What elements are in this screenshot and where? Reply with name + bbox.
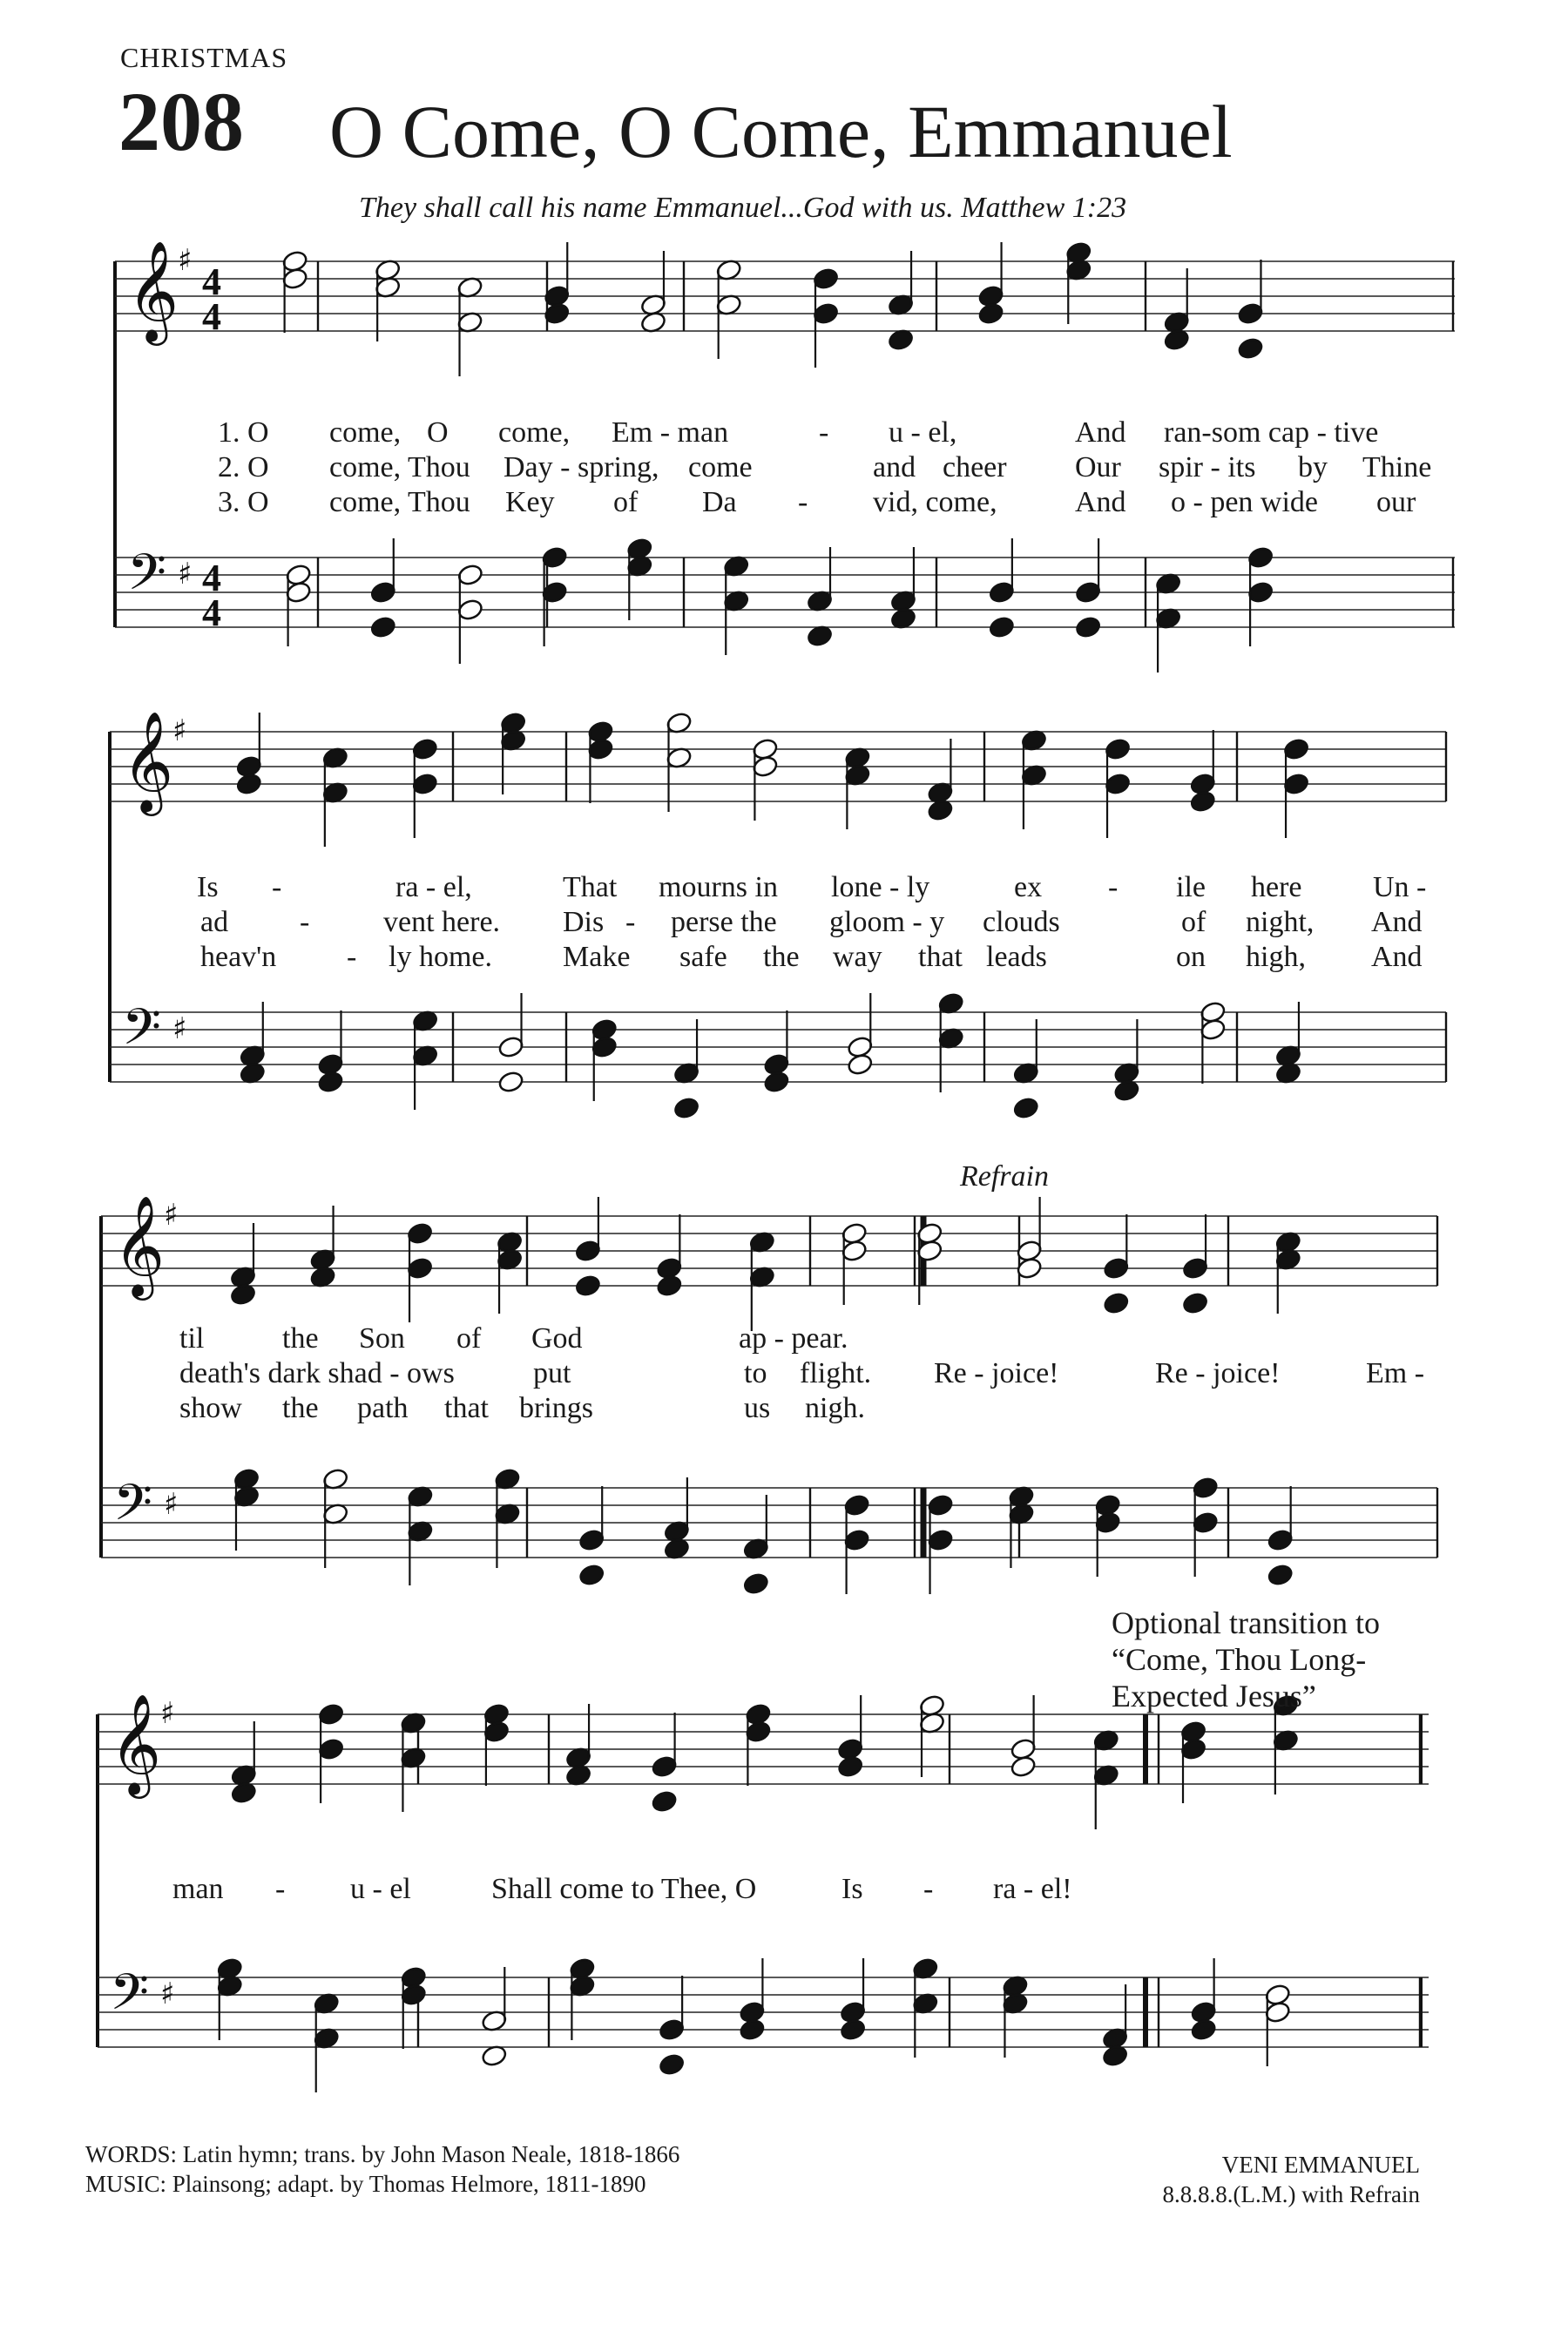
notehead: [578, 1563, 605, 1586]
transition-note-line: “Come, Thou Long-: [1112, 1642, 1367, 1677]
notehead: [739, 2017, 766, 2041]
notehead: [1237, 336, 1264, 360]
transition-note-line: Optional transition to: [1112, 1605, 1380, 1640]
lyric-syllable: mourns in: [659, 871, 778, 903]
lyric-syllable: -: [347, 941, 357, 973]
lyric-syllable: put: [533, 1357, 571, 1389]
notehead: [497, 1070, 524, 1093]
lyric-syllable: cheer: [943, 451, 1007, 483]
lyric-syllable: Em -: [1366, 1357, 1425, 1389]
treble-clef-icon: 𝄞: [110, 1693, 162, 1794]
lyric-syllable: ra - el!: [993, 1873, 1072, 1905]
lyric-syllable: here: [1251, 871, 1302, 903]
lyric-syllable: night,: [1246, 906, 1315, 938]
notehead: [672, 1096, 700, 1119]
lyric-syllable: Is: [841, 1873, 863, 1905]
notehead: [1010, 1754, 1037, 1778]
sharp-key-signature-icon: ♯: [160, 1977, 175, 2011]
lyric-syllable: to: [744, 1357, 767, 1389]
notehead: [1181, 1291, 1208, 1315]
bass-clef-icon: 𝄢: [122, 997, 162, 1069]
tune-info: [1163, 2150, 1420, 2209]
lyric-syllable: come: [688, 451, 753, 483]
lyric-syllable: u - el: [350, 1873, 411, 1905]
lyric-syllable: God: [531, 1322, 583, 1355]
lyric-syllable: perse the: [671, 906, 777, 938]
transition-note-line: Expected Jesus”: [1112, 1679, 1316, 1713]
notehead: [317, 1070, 344, 1093]
lyric-syllable: death's dark shad - ows: [179, 1357, 455, 1389]
lyric-syllable: ly home.: [389, 941, 492, 973]
sharp-key-signature-icon: ♯: [172, 713, 187, 748]
lyric-syllable: spir - its: [1159, 451, 1256, 483]
lyric-syllable: the: [763, 941, 800, 973]
lyric-syllable: brings: [519, 1392, 593, 1424]
lyric-syllable: us: [744, 1392, 771, 1424]
lyric-syllable: 1. O: [218, 416, 269, 449]
lyric-syllable: Re - joice!: [1155, 1357, 1281, 1389]
lyric-syllable: -: [272, 871, 282, 903]
hymn-title: O Come, O Come, Emmanuel: [329, 90, 1233, 173]
lyric-syllable: on: [1176, 941, 1206, 973]
notehead: [235, 772, 262, 795]
notehead: [1189, 789, 1216, 813]
lyric-syllable: -: [1108, 871, 1119, 903]
lyric-syllable: clouds: [983, 906, 1060, 938]
bass-clef-icon: 𝄢: [113, 1473, 153, 1544]
lyric-syllable: Re - joice!: [934, 1357, 1059, 1389]
lyric-syllable: the: [282, 1392, 319, 1424]
lyric-syllable: ile: [1176, 871, 1206, 903]
notehead: [1267, 1563, 1294, 1586]
lyric-syllable: heav'n: [200, 941, 277, 973]
lyric-syllable: ra - el,: [395, 871, 472, 903]
lyric-syllable: Em - man: [612, 416, 729, 449]
lyric-syllable: 3. O: [218, 486, 269, 518]
lyric-syllable: -: [625, 906, 636, 938]
notehead: [847, 1052, 874, 1076]
sharp-key-signature-icon: ♯: [178, 243, 193, 278]
notehead: [1012, 1096, 1039, 1119]
credits: [85, 2139, 679, 2199]
lyric-syllable: leads: [986, 941, 1047, 973]
bass-clef-icon: 𝄢: [110, 1963, 150, 2034]
lyric-syllable: And: [1371, 906, 1423, 938]
lyric-syllable: ap - pear.: [739, 1322, 848, 1355]
lyric-syllable: ad: [200, 906, 229, 938]
lyric-syllable: come,: [329, 416, 402, 449]
lyric-syllable: O: [427, 416, 449, 449]
sharp-key-signature-icon: ♯: [172, 1011, 187, 1046]
tune-meter: 8.8.8.8.(L.M.) with Refrain: [1162, 2181, 1420, 2207]
lyric-syllable: Dis: [563, 906, 605, 938]
lyric-syllable: and: [873, 451, 916, 483]
notehead: [742, 1571, 769, 1595]
notehead: [977, 301, 1004, 325]
transition-note: [1112, 1605, 1380, 1714]
notehead: [763, 1070, 790, 1093]
words-credit: WORDS: Latin hymn; trans. by John Mason Neale, 1818-1866: [85, 2141, 680, 2167]
treble-clef-icon: 𝄞: [127, 240, 179, 341]
lyric-syllable: til: [179, 1322, 205, 1355]
refrain-label: Refrain: [960, 1160, 1049, 1193]
notehead: [988, 615, 1015, 639]
lyric-syllable: And: [1075, 486, 1126, 518]
lyric-syllable: of: [1181, 906, 1206, 938]
lyric-syllable: Da: [702, 486, 737, 518]
lyric-syllable: our: [1376, 486, 1416, 518]
lyric-syllable: Make: [563, 941, 631, 973]
lyric-syllable: -: [819, 416, 829, 449]
lyric-syllable: 2. O: [218, 451, 269, 483]
lyric-syllable: that: [444, 1392, 489, 1424]
sharp-key-signature-icon: ♯: [160, 1696, 175, 1731]
notehead: [659, 2052, 686, 2076]
notehead: [839, 2017, 866, 2041]
lyric-syllable: ran-som cap - tive: [1164, 416, 1379, 449]
lyric-syllable: high,: [1246, 941, 1306, 973]
music-credit: MUSIC: Plainsong; adapt. by Thomas Helmore, 1811-1890: [85, 2171, 646, 2197]
notehead: [1190, 2017, 1217, 2041]
lyric-syllable: path: [357, 1392, 409, 1424]
notehead: [574, 1274, 601, 1297]
lyric-syllable: come, Thou: [329, 486, 470, 518]
lyric-syllable: way: [833, 941, 882, 973]
lyric-syllable: man: [172, 1873, 224, 1905]
lyric-syllable: that: [918, 941, 963, 973]
lyric-syllable: Is: [197, 871, 219, 903]
notehead: [651, 1789, 678, 1813]
sharp-key-signature-icon: ♯: [178, 557, 193, 591]
lyric-syllable: -: [300, 906, 310, 938]
lyric-syllable: ex: [1014, 871, 1043, 903]
time-signature-top: 4: [202, 557, 221, 599]
time-signature-bottom: 4: [202, 591, 221, 634]
lyric-syllable: That: [563, 871, 618, 903]
lyric-syllable: of: [613, 486, 639, 518]
lyric-syllable: -: [798, 486, 808, 518]
lyric-syllable: of: [456, 1322, 482, 1355]
lyric-syllable: the: [282, 1322, 319, 1355]
lyric-syllable: nigh.: [805, 1392, 865, 1424]
lyric-syllable: Key: [505, 486, 555, 518]
treble-clef-icon: 𝄞: [113, 1194, 166, 1296]
notehead: [837, 1754, 864, 1778]
lyric-syllable: Thine: [1362, 451, 1432, 483]
treble-clef-icon: 𝄞: [122, 710, 174, 812]
lyric-syllable: vent here.: [383, 906, 501, 938]
lyric-syllable: vid, come,: [873, 486, 997, 518]
lyric-syllable: -: [275, 1873, 286, 1905]
notehead: [1103, 1291, 1130, 1315]
lyric-syllable: And: [1371, 941, 1423, 973]
sharp-key-signature-icon: ♯: [164, 1487, 179, 1522]
time-signature-bottom: 4: [202, 295, 221, 338]
lyric-syllable: Our: [1075, 451, 1121, 483]
lyric-syllable: gloom - y: [829, 906, 945, 938]
sharp-key-signature-icon: ♯: [164, 1198, 179, 1233]
section-label: CHRISTMAS: [120, 42, 288, 73]
notehead: [656, 1274, 683, 1297]
notehead: [1074, 615, 1101, 639]
lyric-syllable: Un -: [1373, 871, 1427, 903]
tune-name: VENI EMMANUEL: [1221, 2152, 1420, 2178]
scripture-epigraph: They shall call his name Emmanuel...God with us. Matthew 1:23: [359, 192, 1127, 224]
lyric-syllable: Day - spring,: [504, 451, 659, 483]
lyric-syllable: Son: [359, 1322, 405, 1355]
lyric-syllable: -: [923, 1873, 934, 1905]
lyric-syllable: come,: [498, 416, 571, 449]
lyric-syllable: lone - ly: [831, 871, 930, 903]
lyric-syllable: And: [1075, 416, 1126, 449]
lyric-syllable: Shall come to Thee, O: [491, 1873, 757, 1905]
lyric-syllable: flight.: [800, 1357, 872, 1389]
lyric-syllable: safe: [679, 941, 727, 973]
lyric-syllable: o - pen wide: [1171, 486, 1319, 518]
hymn-number: 208: [118, 75, 244, 168]
lyric-syllable: come, Thou: [329, 451, 470, 483]
notehead: [369, 615, 396, 639]
bass-clef-icon: 𝄢: [127, 543, 167, 614]
time-signature-top: 4: [202, 260, 221, 303]
lyric-syllable: show: [179, 1392, 242, 1424]
lyric-syllable: by: [1298, 451, 1328, 483]
lyric-syllable: u - el,: [889, 416, 957, 449]
